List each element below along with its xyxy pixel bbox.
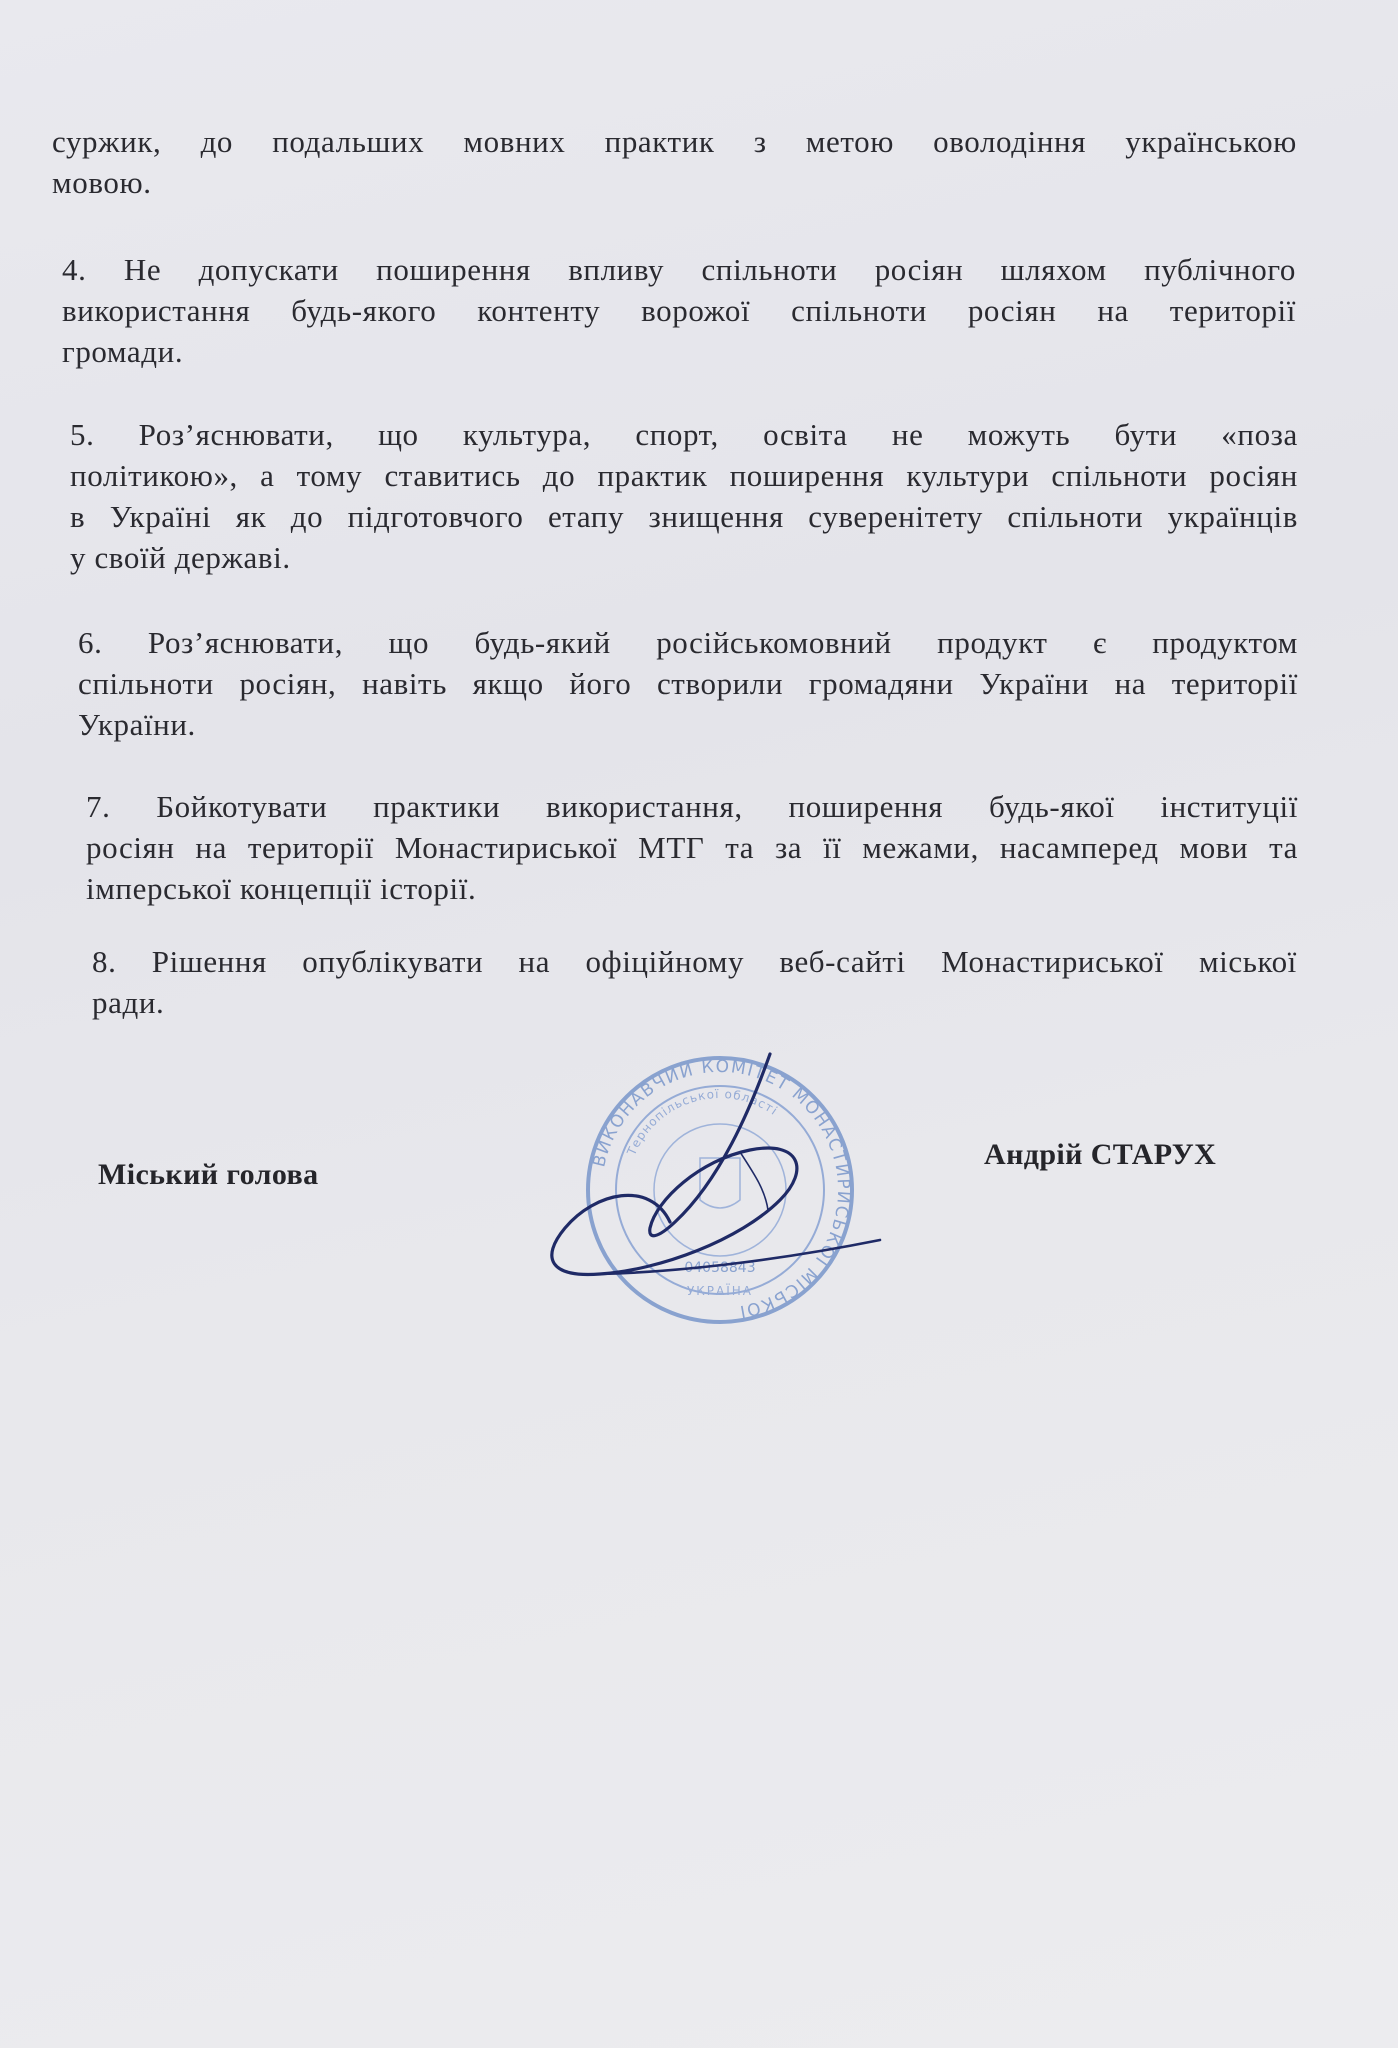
- word: оволодіння: [933, 124, 1087, 159]
- word: контенту: [477, 293, 601, 328]
- word: практики: [373, 789, 501, 824]
- word: будь-який: [474, 625, 611, 660]
- word: подальших: [272, 124, 425, 159]
- word: будь-якої: [988, 789, 1115, 824]
- word: якщо: [472, 666, 544, 701]
- signatory-name: Андрій СТАРУХ: [984, 1138, 1217, 1171]
- paragraph-continuation: [52, 121, 1297, 203]
- text-line: [70, 414, 1298, 455]
- word: росіян: [874, 252, 964, 287]
- word: МТГ: [638, 830, 705, 865]
- word: культури: [906, 458, 1030, 493]
- word: продукт: [937, 625, 1048, 660]
- word: на: [1114, 666, 1147, 701]
- word: Роз’яснювати,: [138, 417, 334, 452]
- word: її: [823, 830, 842, 865]
- word: є: [1092, 625, 1107, 660]
- word: до: [290, 499, 324, 534]
- word: росіян: [86, 830, 175, 865]
- word: та: [1269, 830, 1298, 865]
- word: опублікувати: [302, 944, 484, 979]
- word: спільноти: [78, 666, 214, 701]
- word: допускати: [198, 252, 339, 287]
- word: за: [774, 830, 803, 865]
- word: веб-сайті: [779, 944, 906, 979]
- word: політикою»,: [70, 458, 238, 493]
- word: тому: [296, 458, 363, 493]
- text-line: [52, 121, 1297, 162]
- word: поширення: [788, 789, 944, 824]
- word: 5.: [70, 417, 95, 452]
- word: створили: [656, 666, 784, 701]
- word: поширення: [729, 458, 885, 493]
- word: впливу: [568, 252, 665, 287]
- word: спорт,: [635, 417, 719, 452]
- text-line: [78, 663, 1298, 704]
- stamp-inner-text: Тернопільської області: [624, 1086, 781, 1158]
- stamp-seal: [588, 1057, 853, 1323]
- word: Україні: [109, 499, 212, 534]
- word: до: [200, 124, 234, 159]
- word: поширення: [376, 252, 531, 287]
- text-line: [62, 249, 1296, 290]
- text-line: імперської концепції історії.: [86, 871, 477, 906]
- word: культура,: [462, 417, 592, 452]
- word: використання: [62, 293, 251, 328]
- word: українською: [1125, 124, 1297, 159]
- word: території: [247, 830, 374, 865]
- word: можуть: [967, 417, 1071, 452]
- word: шляхом: [1000, 252, 1107, 287]
- word: практик: [604, 124, 715, 159]
- word: освіта: [763, 417, 848, 452]
- word: мови: [1179, 830, 1249, 865]
- word: інституції: [1160, 789, 1298, 824]
- word: а: [260, 458, 275, 493]
- word: та: [725, 830, 755, 865]
- word: мовних: [463, 124, 566, 159]
- word: в: [70, 499, 86, 534]
- word: насамперед: [999, 830, 1159, 865]
- word: суржик,: [52, 124, 162, 159]
- word: ставитись: [384, 458, 521, 493]
- word: спільноти: [1051, 458, 1188, 493]
- word: російськомовний: [656, 625, 892, 660]
- word: будь-якого: [291, 293, 437, 328]
- word: Не: [123, 252, 162, 287]
- word: території: [1169, 293, 1296, 328]
- paragraph-item-5: [70, 414, 1298, 578]
- word: не: [891, 417, 924, 452]
- word: як: [235, 499, 267, 534]
- word: українців: [1167, 499, 1298, 534]
- word: навіть: [362, 666, 447, 701]
- word: Монастириської: [941, 944, 1164, 979]
- text-line: [86, 786, 1298, 827]
- word: практик: [597, 458, 708, 493]
- word: суверенітету: [808, 499, 983, 534]
- word: на: [1097, 293, 1129, 328]
- word: на: [518, 944, 551, 979]
- paragraph-item-8: [92, 941, 1297, 1023]
- text-line: України.: [78, 707, 196, 742]
- word: продуктом: [1152, 625, 1298, 660]
- word: 7.: [86, 789, 111, 824]
- word: 8.: [92, 944, 117, 979]
- word: росіян,: [239, 666, 337, 701]
- word: Роз’яснювати,: [147, 625, 344, 660]
- word: території: [1171, 666, 1298, 701]
- text-line: [70, 496, 1298, 537]
- text-line: [70, 455, 1298, 496]
- word: метою: [805, 124, 894, 159]
- word: росіян: [1209, 458, 1298, 493]
- word: спільноти: [1007, 499, 1144, 534]
- word: росіян: [967, 293, 1057, 328]
- word: що: [388, 625, 430, 660]
- word: з: [753, 124, 767, 159]
- word: Монастириської: [394, 830, 618, 865]
- text-line: [62, 290, 1296, 331]
- stamp-country: УКРАЇНА: [686, 1284, 754, 1298]
- word: знищення: [648, 499, 784, 534]
- text-line: мовою.: [52, 165, 152, 200]
- word: публічного: [1144, 252, 1296, 287]
- stamp-ring-text: ВИКОНАВЧИЙ КОМІТЕТ МОНАСТИРИСЬКОЇ МІСЬКОЇ: [589, 1056, 854, 1322]
- paragraph-item-6: [78, 622, 1298, 745]
- word: громадяни: [808, 666, 954, 701]
- text-line: [86, 827, 1298, 868]
- word: бути: [1114, 417, 1178, 452]
- paragraph-item-4: [62, 249, 1296, 372]
- word: Рішення: [151, 944, 267, 979]
- official-stamp-with-signature: [540, 1040, 900, 1340]
- word: підготовчого: [347, 499, 524, 534]
- word: 4.: [62, 252, 87, 287]
- word: його: [569, 666, 632, 701]
- word: офіційному: [585, 944, 745, 979]
- paragraph-item-7: [86, 786, 1298, 909]
- word: етапу: [547, 499, 625, 534]
- signatory-position: Міський голова: [98, 1158, 319, 1191]
- word: ворожої: [641, 293, 751, 328]
- word: міської: [1198, 944, 1297, 979]
- word: спільноти: [701, 252, 838, 287]
- word: до: [542, 458, 576, 493]
- word: 6.: [78, 625, 103, 660]
- word: «поза: [1221, 417, 1298, 452]
- stamp-graphic: [540, 1040, 900, 1340]
- word: Бойкотувати: [156, 789, 328, 824]
- text-line: ради.: [92, 985, 165, 1020]
- text-line: [92, 941, 1297, 982]
- word: межами,: [862, 830, 979, 865]
- word: на: [195, 830, 227, 865]
- text-line: [78, 622, 1298, 663]
- word: спільноти: [791, 293, 927, 328]
- word: використання,: [545, 789, 743, 824]
- word: України: [979, 666, 1089, 701]
- text-line: громади.: [62, 334, 184, 369]
- stamp-code: 04058843: [684, 1260, 756, 1276]
- word: що: [378, 417, 419, 452]
- text-line: у своїй державі.: [70, 540, 291, 575]
